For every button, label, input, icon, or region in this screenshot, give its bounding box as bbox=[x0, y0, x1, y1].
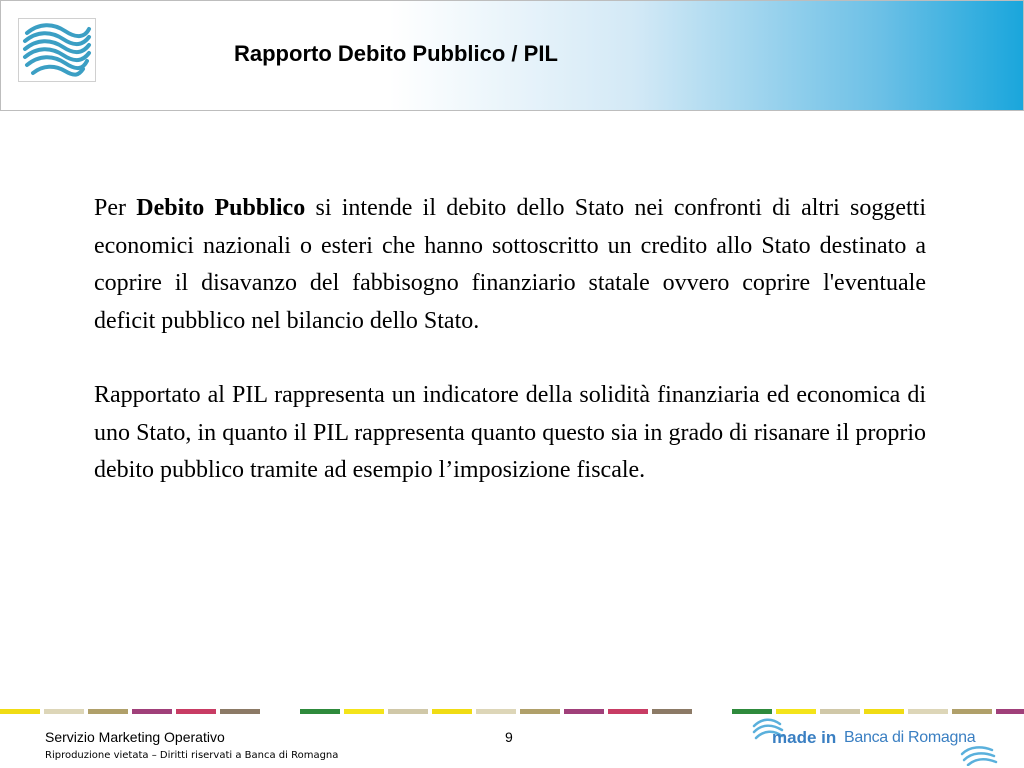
footer-department: Servizio Marketing Operativo bbox=[45, 729, 225, 745]
brand-made-in: made in bbox=[772, 728, 837, 747]
definition-paragraph bbox=[94, 190, 926, 340]
slide-body bbox=[94, 190, 926, 490]
page-number: 9 bbox=[505, 729, 513, 745]
ratio-paragraph: Rapportato al PIL rappresenta un indicatore della solidità finanziaria ed economica di uno Stato, in quanto il PIL rappresenta quanto questo sia in grado di risanare il proprio debito pubblico tramite ad esempio l’imposizione fiscale. bbox=[94, 382, 926, 483]
definition-term: Debito Pubblico bbox=[136, 195, 306, 221]
definition-prefix: Per bbox=[94, 195, 137, 221]
definition-text: si intende il debito dello Stato nei confronti di altri soggetti economici nazionali o esteri che hanno sottoscritto un credito allo Stato destinato a coprire il disavanzo del fabbisogno finanziario statale ovvero coprire l'eventuale deficit pubblico nel bilancio dello Stato. bbox=[94, 195, 927, 334]
footer-color-stripe bbox=[0, 709, 1024, 714]
brand-logo bbox=[752, 716, 1002, 766]
page-title: Rapporto Debito Pubblico / PIL bbox=[234, 41, 558, 66]
brand-bank-name: Banca di Romagna bbox=[844, 729, 976, 746]
waves-logo-icon bbox=[18, 18, 96, 82]
footer-copyright-notice: Riproduzione vietata – Diritti riservati a Banca di Romagna bbox=[45, 750, 339, 761]
slide-header bbox=[0, 0, 1024, 111]
